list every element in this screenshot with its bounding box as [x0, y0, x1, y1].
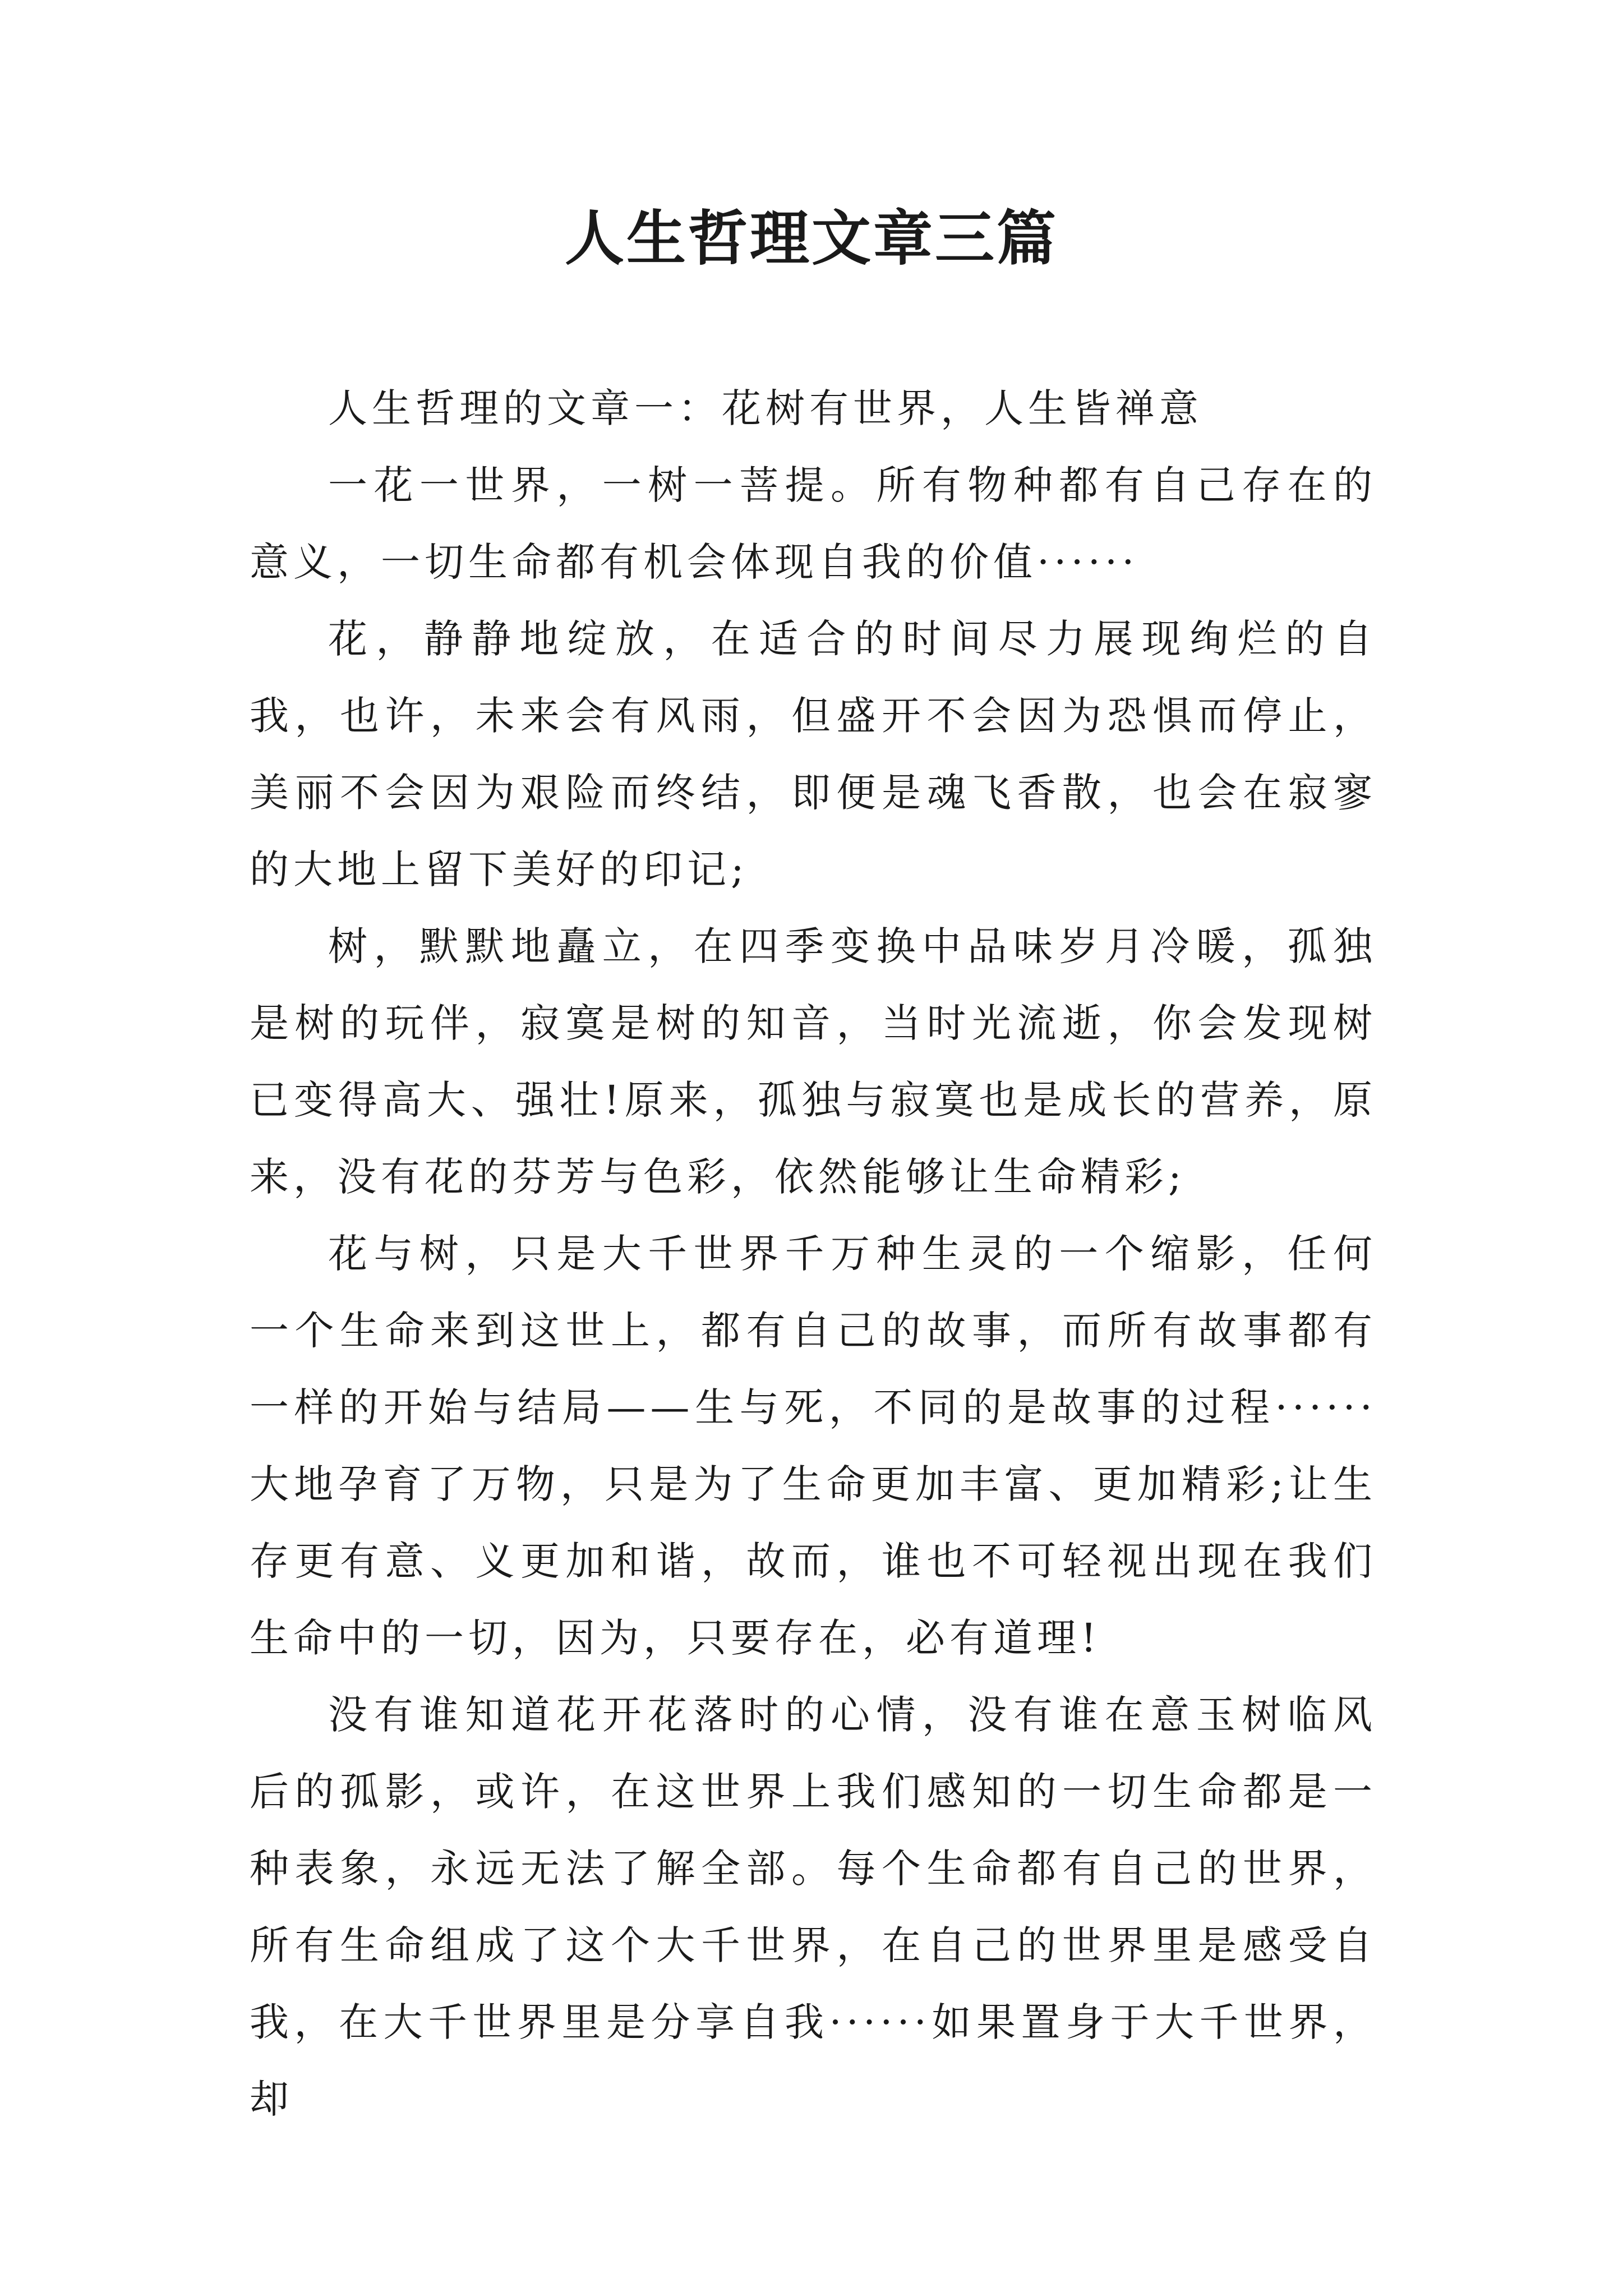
document-body: [250, 370, 1377, 2138]
document-title: 人生哲理文章三篇: [565, 203, 1058, 273]
body-paragraph: 树，默默地矗立，在四季变换中品味岁月冷暖，孤独是树的玩伴，寂寞是树的知音，当时光流逝，你会发现树已变得高大、强壮!原来，孤独与寂寞也是成长的营养，原来，没有花的芬芳与色彩，依然能够让生命精彩;: [250, 923, 1377, 1200]
body-paragraph: 花，静静地绽放，在适合的时间尽力展现绚烂的自我，也许，未来会有风雨，但盛开不会因为恐惧而停止，美丽不会因为艰险而终结，即便是魂飞香散，也会在寂寥的大地上留下美好的印记;: [250, 616, 1377, 892]
body-paragraph: 没有谁知道花开花落时的心情，没有谁在意玉树临风后的孤影，或许，在这世界上我们感知的一切生命都是一种表象，永远无法了解全部。每个生命都有自己的世界，所有生命组成了这个大千世界，在自己的世界里是感受自我，在大千世界里是分享自我······如果置身于大千世界，却: [250, 1692, 1377, 2122]
body-paragraph: 一花一世界，一树一菩提。所有物种都有自己存在的意义，一切生命都有机会体现自我的价值······: [250, 462, 1377, 585]
section-heading: 人生哲理的文章一：花树有世界，人生皆禅意: [328, 385, 1203, 431]
body-paragraph: 花与树，只是大千世界千万种生灵的一个缩影，任何一个生命来到这世上，都有自己的故事，而所有故事都有一样的开始与结局——生与死，不同的是故事的过程······大地孕育了万物，只是为了生命更加丰富、更加精彩;让生存更有意、义更加和谐，故而，谁也不可轻视出现在我们生命中的一切，因为，只要存在，必有道理!: [250, 1231, 1377, 1661]
